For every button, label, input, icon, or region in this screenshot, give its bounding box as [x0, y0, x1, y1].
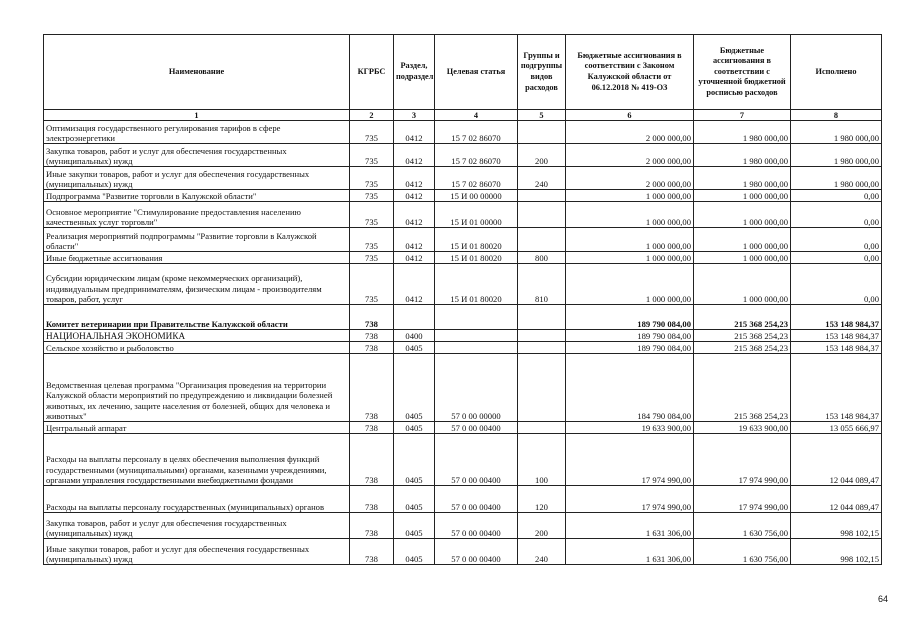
- row-article: 57 0 00 00400: [435, 422, 518, 434]
- row-refined: 215 368 254,23: [694, 342, 791, 354]
- row-article: 15 И 00 00000: [435, 190, 518, 202]
- row-name: Комитет ветеринарии при Правительстве Калужской области: [44, 305, 350, 330]
- row-article: 57 0 00 00400: [435, 513, 518, 539]
- row-refined: 1 630 756,00: [694, 513, 791, 539]
- row-kgrbs: 738: [350, 513, 394, 539]
- row-refined: 1 000 000,00: [694, 252, 791, 264]
- row-name: Субсидии юридическим лицам (кроме некоммерческих организаций), индивидуальным предпринимателям, физическим лицам - производителям товаров, работ, услуг: [44, 264, 350, 305]
- row-law: 2 000 000,00: [566, 144, 694, 167]
- row-group: [518, 354, 566, 422]
- row-section: 0405: [394, 422, 435, 434]
- row-section: 0405: [394, 434, 435, 486]
- table-row: [44, 144, 882, 167]
- row-name: Расходы на выплаты персоналу государственных (муниципальных) органов: [44, 486, 350, 513]
- row-refined: 1 000 000,00: [694, 264, 791, 305]
- row-article: [435, 330, 518, 342]
- table-row: [44, 539, 882, 565]
- row-article: 15 И 01 80020: [435, 252, 518, 264]
- row-section: [394, 305, 435, 330]
- table-row: [44, 228, 882, 252]
- row-article: [435, 342, 518, 354]
- table-row: [44, 354, 882, 422]
- row-section: 0412: [394, 144, 435, 167]
- row-group: 120: [518, 486, 566, 513]
- header-section: Раздел, подраздел: [394, 35, 435, 110]
- row-executed: 0,00: [791, 252, 882, 264]
- column-number: 5: [518, 110, 566, 121]
- row-kgrbs: 738: [350, 422, 394, 434]
- row-kgrbs: 735: [350, 202, 394, 228]
- row-group: 200: [518, 144, 566, 167]
- row-refined: 17 974 990,00: [694, 434, 791, 486]
- row-name: Центральный аппарат: [44, 422, 350, 434]
- row-executed: 153 148 984,37: [791, 342, 882, 354]
- row-executed: 998 102,15: [791, 539, 882, 565]
- row-executed: 0,00: [791, 228, 882, 252]
- row-article: [435, 305, 518, 330]
- row-kgrbs: 738: [350, 434, 394, 486]
- table-row: [44, 252, 882, 264]
- row-section: 0405: [394, 354, 435, 422]
- row-kgrbs: 735: [350, 121, 394, 144]
- row-refined: 19 633 900,00: [694, 422, 791, 434]
- row-section: 0412: [394, 167, 435, 190]
- table-row: [44, 264, 882, 305]
- row-name: Иные закупки товаров, работ и услуг для обеспечения государственных (муниципальных) нужд: [44, 539, 350, 565]
- row-executed: 13 055 666,97: [791, 422, 882, 434]
- column-number: 8: [791, 110, 882, 121]
- table-row: [44, 422, 882, 434]
- row-group: [518, 305, 566, 330]
- row-law: 1 000 000,00: [566, 252, 694, 264]
- row-group: 800: [518, 252, 566, 264]
- row-group: [518, 121, 566, 144]
- row-kgrbs: 738: [350, 486, 394, 513]
- row-section: 0400: [394, 330, 435, 342]
- row-group: 240: [518, 539, 566, 565]
- column-number-row: [44, 110, 882, 121]
- row-group: [518, 422, 566, 434]
- row-executed: 153 148 984,37: [791, 305, 882, 330]
- row-refined: 1 980 000,00: [694, 167, 791, 190]
- table-row: [44, 305, 882, 330]
- row-law: 189 790 084,00: [566, 330, 694, 342]
- row-name: Основное мероприятие "Стимулирование предоставления населению качественных услуг торговли": [44, 202, 350, 228]
- row-article: 15 И 01 80020: [435, 264, 518, 305]
- table-row: [44, 121, 882, 144]
- row-refined: 1 000 000,00: [694, 190, 791, 202]
- row-refined: 1 000 000,00: [694, 228, 791, 252]
- row-executed: 0,00: [791, 202, 882, 228]
- row-name: Ведомственная целевая программа "Организация проведения на территории Калужской области мероприятий по предупреждению и ликвидации болезней животных, их лечению, защите населения от болезней, общих для человека и животных": [44, 354, 350, 422]
- row-refined: 1 630 756,00: [694, 539, 791, 565]
- row-section: 0405: [394, 513, 435, 539]
- row-section: 0405: [394, 486, 435, 513]
- row-section: 0405: [394, 342, 435, 354]
- row-law: 184 790 084,00: [566, 354, 694, 422]
- row-article: 57 0 00 00400: [435, 539, 518, 565]
- row-name: Иные закупки товаров, работ и услуг для обеспечения государственных (муниципальных) нужд: [44, 167, 350, 190]
- row-name: Расходы на выплаты персоналу в целях обеспечения выполнения функций государственными (муниципальными) органами, казенными учреждениями, органами управления государственными внебюджетными фондами: [44, 434, 350, 486]
- header-law: Бюджетные ассигнования в соответствии с Законом Калужской области от 06.12.2018 № 419-ОЗ: [566, 35, 694, 110]
- row-executed: 12 044 089,47: [791, 434, 882, 486]
- row-kgrbs: 735: [350, 228, 394, 252]
- row-group: [518, 330, 566, 342]
- page-number: 64: [877, 594, 888, 604]
- column-number: 7: [694, 110, 791, 121]
- row-law: 17 974 990,00: [566, 434, 694, 486]
- row-law: 1 631 306,00: [566, 539, 694, 565]
- row-kgrbs: 738: [350, 305, 394, 330]
- row-section: 0412: [394, 202, 435, 228]
- row-group: [518, 342, 566, 354]
- row-law: 19 633 900,00: [566, 422, 694, 434]
- row-law: 1 000 000,00: [566, 202, 694, 228]
- row-kgrbs: 735: [350, 252, 394, 264]
- row-kgrbs: 735: [350, 190, 394, 202]
- row-law: 2 000 000,00: [566, 121, 694, 144]
- row-section: 0412: [394, 228, 435, 252]
- row-law: 189 790 084,00: [566, 342, 694, 354]
- row-kgrbs: 738: [350, 354, 394, 422]
- column-number: 4: [435, 110, 518, 121]
- table-row: [44, 513, 882, 539]
- header-row: [44, 35, 882, 110]
- table-row: [44, 342, 882, 354]
- header-groups: Группы и подгруппы видов расходов: [518, 35, 566, 110]
- row-law: 1 000 000,00: [566, 190, 694, 202]
- row-group: [518, 202, 566, 228]
- row-refined: 215 368 254,23: [694, 330, 791, 342]
- row-name: Подпрограмма "Развитие торговли в Калужской области": [44, 190, 350, 202]
- row-article: 15 7 02 86070: [435, 121, 518, 144]
- row-kgrbs: 738: [350, 342, 394, 354]
- table-row: [44, 330, 882, 342]
- table-row: [44, 202, 882, 228]
- row-executed: 153 148 984,37: [791, 354, 882, 422]
- row-article: 15 7 02 86070: [435, 167, 518, 190]
- row-section: 0412: [394, 190, 435, 202]
- row-executed: 0,00: [791, 190, 882, 202]
- row-refined: 1 000 000,00: [694, 202, 791, 228]
- row-refined: 215 368 254,23: [694, 354, 791, 422]
- column-number: 3: [394, 110, 435, 121]
- budget-table: [43, 34, 882, 565]
- row-executed: 12 044 089,47: [791, 486, 882, 513]
- row-group: 240: [518, 167, 566, 190]
- row-group: [518, 190, 566, 202]
- row-section: 0405: [394, 539, 435, 565]
- row-executed: 0,00: [791, 264, 882, 305]
- row-name: Закупка товаров, работ и услуг для обеспечения государственных (муниципальных) нужд: [44, 144, 350, 167]
- row-law: 2 000 000,00: [566, 167, 694, 190]
- row-executed: 1 980 000,00: [791, 167, 882, 190]
- row-name: Иные бюджетные ассигнования: [44, 252, 350, 264]
- table-row: [44, 190, 882, 202]
- column-number: 6: [566, 110, 694, 121]
- row-article: 57 0 00 00400: [435, 434, 518, 486]
- row-article: 57 0 00 00400: [435, 486, 518, 513]
- row-law: 1 000 000,00: [566, 264, 694, 305]
- row-refined: 1 980 000,00: [694, 121, 791, 144]
- row-group: 810: [518, 264, 566, 305]
- row-section: 0412: [394, 264, 435, 305]
- row-refined: 215 368 254,23: [694, 305, 791, 330]
- row-name: Реализация мероприятий подпрограммы "Развитие торговли в Калужской области": [44, 228, 350, 252]
- row-section: 0412: [394, 252, 435, 264]
- header-executed: Исполнено: [791, 35, 882, 110]
- row-executed: 998 102,15: [791, 513, 882, 539]
- row-law: 1 000 000,00: [566, 228, 694, 252]
- row-group: 100: [518, 434, 566, 486]
- row-executed: 1 980 000,00: [791, 121, 882, 144]
- table-row: [44, 486, 882, 513]
- column-number: 1: [44, 110, 350, 121]
- row-refined: 17 974 990,00: [694, 486, 791, 513]
- row-kgrbs: 735: [350, 167, 394, 190]
- row-kgrbs: 735: [350, 144, 394, 167]
- header-refined: Бюджетные ассигнования в соответствии с уточненной бюджетной росписью расходов: [694, 35, 791, 110]
- row-law: 17 974 990,00: [566, 486, 694, 513]
- row-name: НАЦИОНАЛЬНАЯ ЭКОНОМИКА: [44, 330, 350, 342]
- header-article: Целевая статья: [435, 35, 518, 110]
- row-article: 15 И 01 00000: [435, 202, 518, 228]
- row-group: 200: [518, 513, 566, 539]
- header-kgrbs: КГРБС: [350, 35, 394, 110]
- row-group: [518, 228, 566, 252]
- row-name: Оптимизация государственного регулирования тарифов в сфере электроэнергетики: [44, 121, 350, 144]
- header-name: Наименование: [44, 35, 350, 110]
- row-article: 15 7 02 86070: [435, 144, 518, 167]
- row-name: Закупка товаров, работ и услуг для обеспечения государственных (муниципальных) нужд: [44, 513, 350, 539]
- row-law: 189 790 084,00: [566, 305, 694, 330]
- row-kgrbs: 735: [350, 264, 394, 305]
- row-executed: 153 148 984,37: [791, 330, 882, 342]
- row-executed: 1 980 000,00: [791, 144, 882, 167]
- row-article: 57 0 00 00000: [435, 354, 518, 422]
- table-row: [44, 434, 882, 486]
- row-name: Сельское хозяйство и рыболовство: [44, 342, 350, 354]
- row-section: 0412: [394, 121, 435, 144]
- row-kgrbs: 738: [350, 330, 394, 342]
- table-row: [44, 167, 882, 190]
- row-article: 15 И 01 80020: [435, 228, 518, 252]
- row-law: 1 631 306,00: [566, 513, 694, 539]
- row-kgrbs: 738: [350, 539, 394, 565]
- row-refined: 1 980 000,00: [694, 144, 791, 167]
- column-number: 2: [350, 110, 394, 121]
